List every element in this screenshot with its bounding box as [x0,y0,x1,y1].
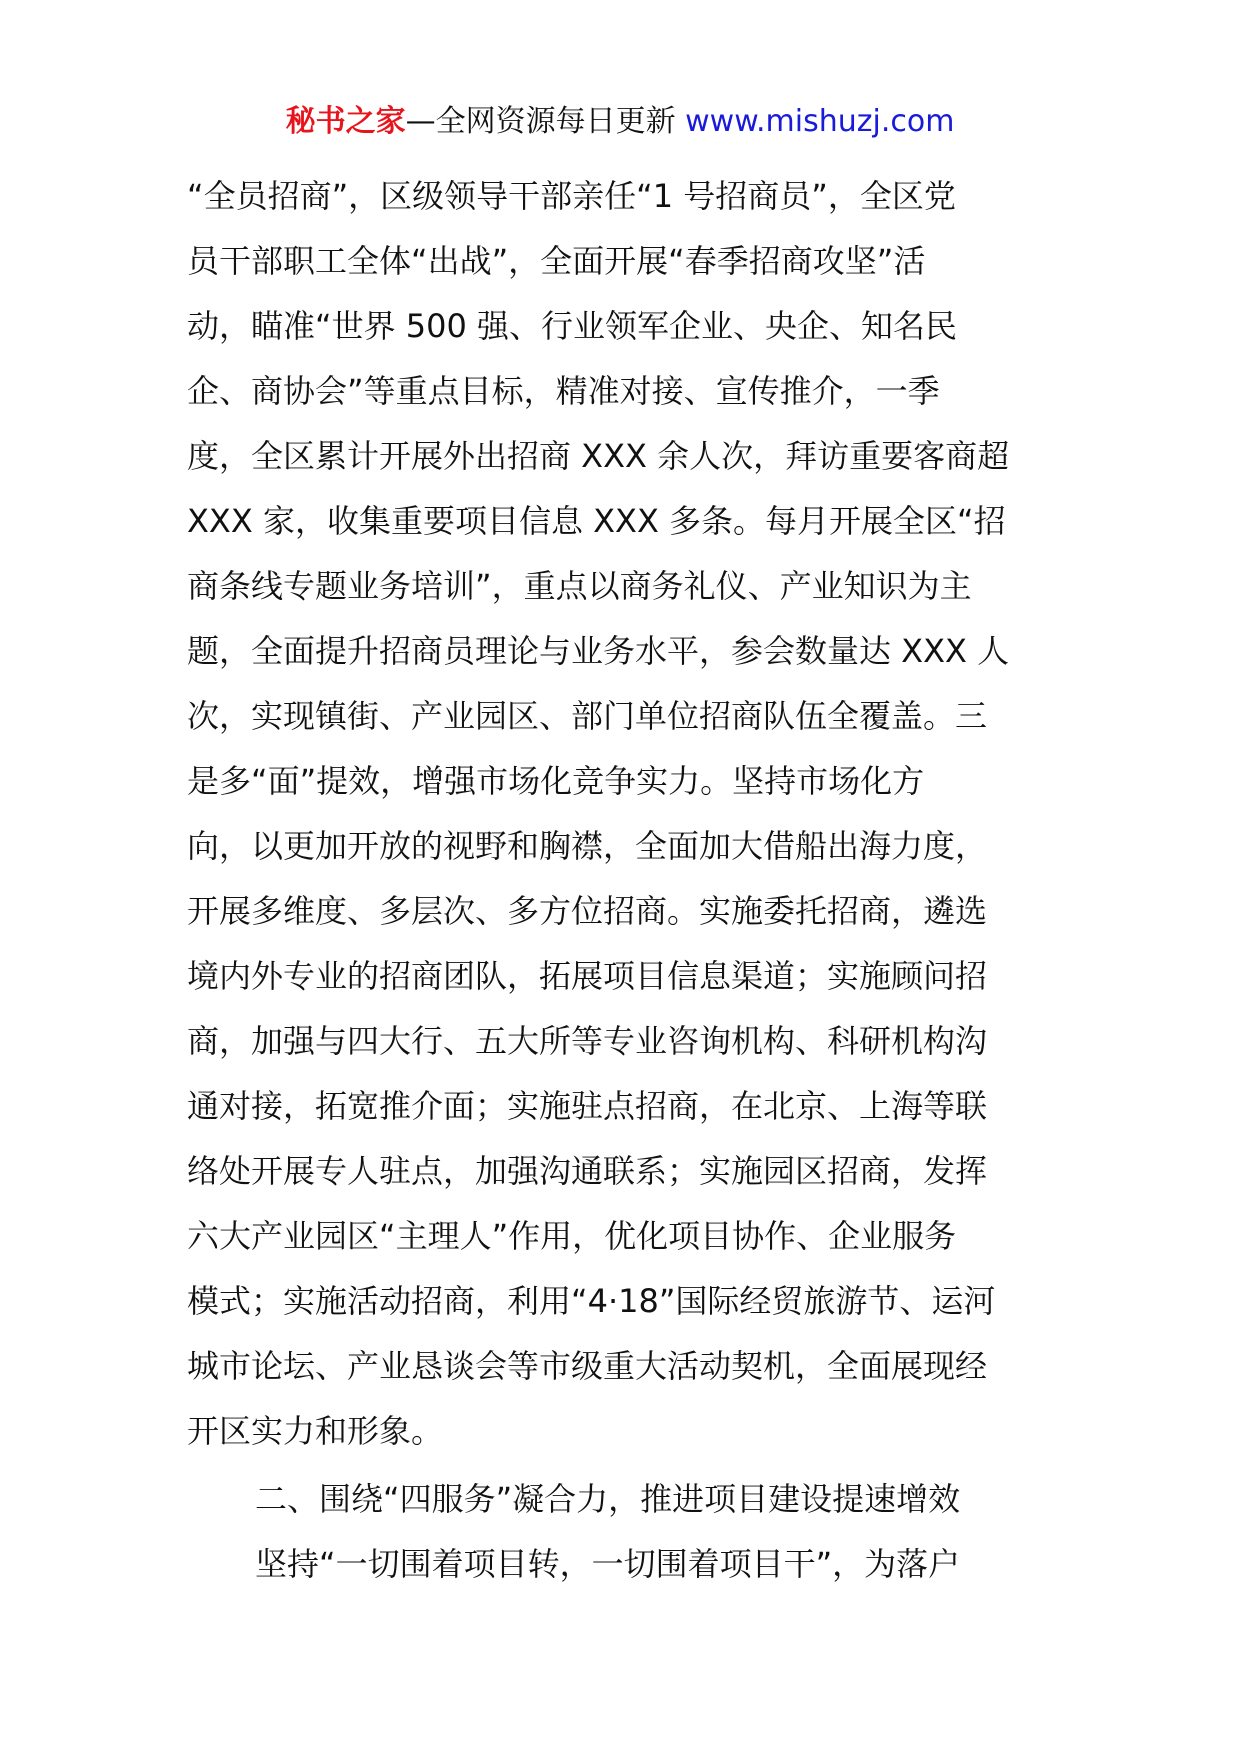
text-line: “全员招商”，区级领导干部亲任“1 号招商员”，全区党 [187,177,956,215]
document-body [187,164,1057,1597]
section-2-heading: 二、围绕“四服务”凝合力，推进项目建设提速增效 [255,1480,961,1518]
section-2-first-line: 坚持“一切围着项目转，一切围着项目干”，为落户 [255,1545,961,1583]
text-line: 企、商协会”等重点目标，精准对接、宣传推介，一季 [187,372,940,410]
text-line: 题，全面提升招商员理论与业务水平，参会数量达 XXX 人 [187,632,1010,670]
brand-name: 秘书之家 [285,104,406,139]
text-line: 员干部职工全体“出战”，全面开展“春季招商攻坚”活 [187,242,926,280]
text-line: 开展多维度、多层次、多方位招商。实施委托招商，遴选 [187,892,988,930]
text-line: 城市论坛、产业恳谈会等市级重大活动契机，全面展现经 [187,1347,988,1385]
text-line: 是多“面”提效，增强市场化竞争实力。坚持市场化方 [187,762,925,800]
text-line: 开区实力和形象。 [187,1412,444,1450]
text-line: 度，全区累计开展外出招商 XXX 余人次，拜访重要客商超 [187,437,1010,475]
text-line: 商条线专题业务培训”，重点以商务礼仪、产业知识为主 [187,567,972,605]
text-line: 模式；实施活动招商，利用“4·18”国际经贸旅游节、运河 [187,1282,996,1320]
text-line: 通对接，拓宽推介面；实施驻点招商，在北京、上海等联 [187,1087,988,1125]
site-url-link[interactable]: www.mishuzj.com [685,104,955,139]
paragraph-1 [187,164,1057,1464]
text-line: XXX 家，收集重要项目信息 XXX 多条。每月开展全区“招 [187,502,1006,540]
text-line: 向，以更加开放的视野和胸襟，全面加大借船出海力度， [187,827,988,865]
text-line: 络处开展专人驻点，加强沟通联系；实施园区招商，发挥 [187,1152,988,1190]
text-line: 境内外专业的招商团队，拓展项目信息渠道；实施顾问招 [187,957,988,995]
text-line: 次，实现镇街、产业园区、部门单位招商队伍全覆盖。三 [187,697,988,735]
text-line: 商，加强与四大行、五大所等专业咨询机构、科研机构沟 [187,1022,988,1060]
text-line: 动，瞄准“世界 500 强、行业领军企业、央企、知名民 [187,307,958,345]
text-line: 六大产业园区“主理人”作用，优化项目协作、企业服务 [187,1217,957,1255]
header-tagline: —全网资源每日更新 [405,104,686,139]
site-header [0,100,1240,144]
